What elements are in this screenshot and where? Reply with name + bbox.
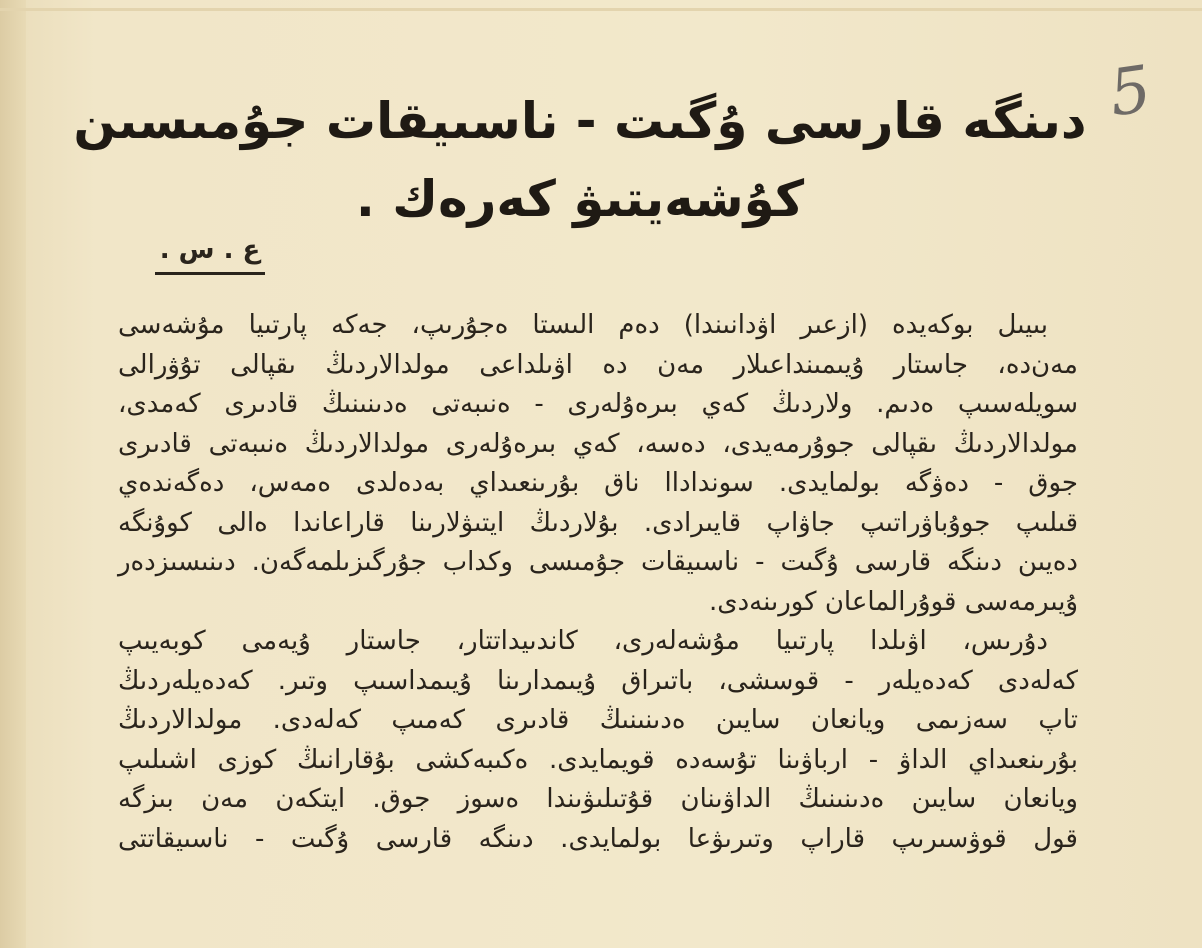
- title-line-1: دىنگە قارسى ۇگىت - ناسىيقات جۇمىسىن: [73, 92, 1087, 150]
- text-line: دەيىن دىنگە قارسى ۇگىت - ناسىيقات جۇمىسى وكداب جۇرگىزىلمەگەن. دىنىسىزدەر: [118, 547, 1078, 577]
- paragraph-2: [118, 622, 1078, 859]
- paragraph-1: [118, 306, 1078, 622]
- handwritten-page-number: 5: [1105, 52, 1156, 132]
- article-body: [118, 306, 1078, 859]
- text-line: سويلەسىپ ەدىم. ولاردىڭ كەي بىرەۇلەرى - ەنىبەتى ەدىنىنىڭ قادىرى كەمدى،: [118, 389, 1078, 419]
- paper-left-edge: [0, 0, 26, 948]
- text-line: بىيىل بوكەيدە (ازعىر اۋدانىندا) دەم الىستا ەجۇرىپ، جەكە پارتىيا مۇشەسى: [118, 310, 1048, 340]
- text-line: دۇرىس، اۋىلدا پارتىيا مۇشەلەرى، كاندىيداتتار، جاستار ۇيەمى كوبەيىپ: [118, 626, 1048, 656]
- text-line: تاپ سەزىمى ويانعان سايىن ەدىنىنىڭ قادىرى كەمىپ كەلەدى. مولدالاردىڭ: [118, 705, 1078, 735]
- text-line: بۇرىنعىداي الداۋ - ارباۋىنا تۇسەدە قويمايدى. ەكىبەكشى بۇقارانىڭ كوزى اشىلىپ: [118, 744, 1078, 775]
- text-line: مەن‌دە، جاستار ۇيىمىنداعىلار مەن دە اۋىلداعى مولدالاردىڭ ىقپالى تۇۋرالى: [118, 349, 1078, 380]
- author-initials: ع . س .: [155, 232, 265, 275]
- text-line: مولدالاردىڭ ىقپالى جوۇرمەيدى، دەسە، كەي بىرەۇلەرى مولدالاردىڭ ەنىبەتى قادىرى: [118, 428, 1078, 459]
- article-title: [60, 82, 1100, 238]
- title-line-2: كۇشەيتىۋ كەرەك .: [355, 170, 805, 228]
- text-line: قىلىپ جوۇباۋراتىپ جاۋاپ قايىرادى. بۇلاردىڭ ايتىۋلارىنا قاراعاندا ەالى كوۇنگە: [118, 507, 1078, 538]
- text-line: كەلەدى كەدەيلەر - قوسشى، باتىراق ۇيىمدارىنا ۇيىمداسىپ وتىر. كەدەيلەردىڭ: [118, 665, 1078, 696]
- text-line: قول قوۋسىرىپ قاراپ وتىرىۋعا بولمايدى. دىنگە قارسى ۇگىت - ناسىيقاتتى: [118, 823, 1078, 854]
- paper-top-fold: [0, 8, 1202, 11]
- text-line: ويانعان سايىن ەدىنىنىڭ الداۋىنان قۇتىلىۋىندا ەسوز جوق. ايتكەن مەن بىزگە: [118, 784, 1078, 814]
- text-line: ۇيىرمەسى قوۇرالماعان كورىنەدى.: [708, 586, 1078, 617]
- text-line: جوق - دەۋگە بولمايدى. سونداداا ناق بۇرىنعىداي بەدەلدى ەمەس، دەگەندەي: [118, 468, 1078, 498]
